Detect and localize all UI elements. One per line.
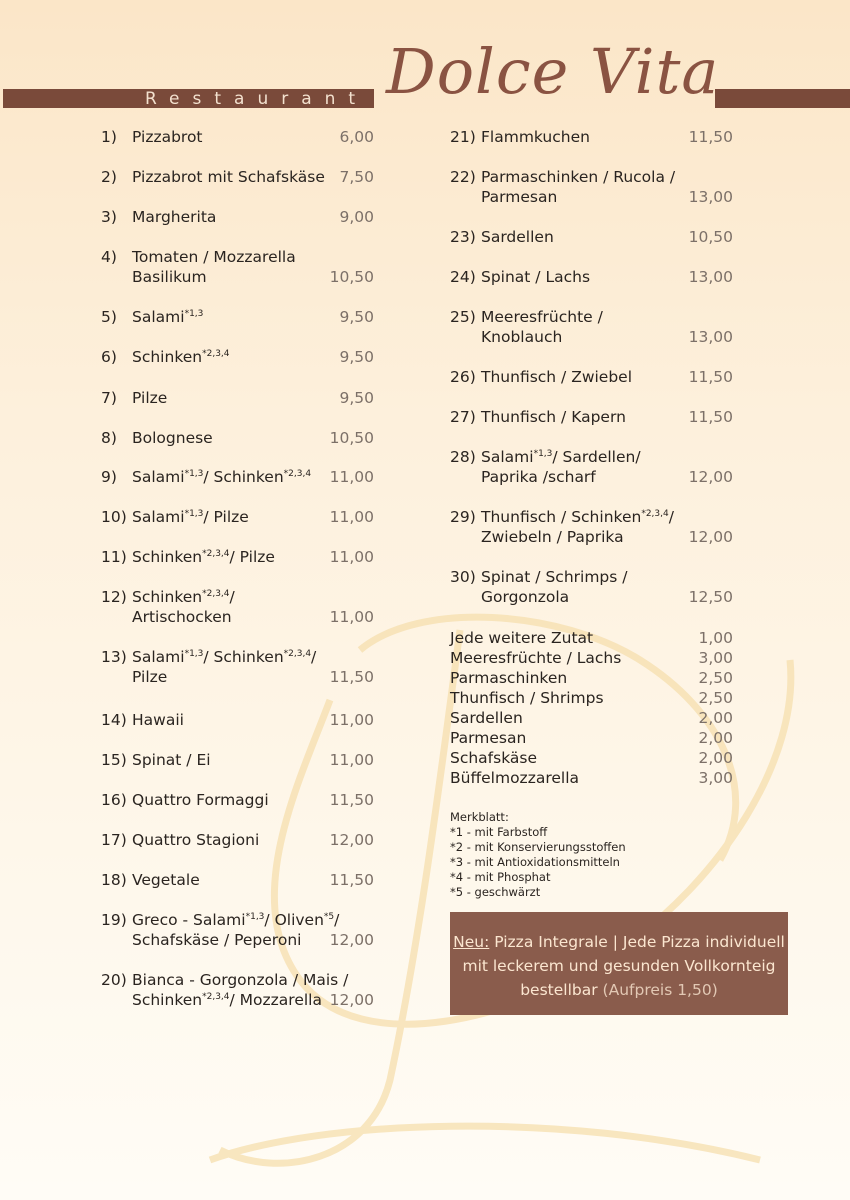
item-name-text: Artischocken — [132, 608, 232, 626]
header-bar-right — [715, 89, 850, 108]
allergen-code: *1,3 — [184, 509, 204, 519]
item-price: 10,50 — [329, 429, 374, 447]
menu-item — [450, 507, 733, 547]
item-name — [132, 547, 275, 567]
item-price: 9,50 — [339, 308, 374, 326]
item-name-text: Quattro Stagioni — [132, 831, 260, 849]
item-price: 13,00 — [688, 268, 733, 286]
item-price: 11,00 — [329, 751, 374, 769]
item-number: 4) — [101, 248, 117, 266]
item-name-text: Quattro Formaggi — [132, 791, 269, 809]
extra-name: Thunfisch / Shrimps — [450, 689, 604, 707]
item-price: 10,50 — [688, 228, 733, 246]
extra-price: 2,00 — [698, 729, 733, 747]
extra-name: Meeresfrüchte / Lachs — [450, 649, 622, 667]
item-name — [132, 347, 230, 367]
notes-item: *3 - mit Antioxidationsmitteln — [450, 855, 620, 869]
item-price: 9,50 — [339, 348, 374, 366]
dolce-vita-logo: Dolce Vita — [386, 35, 720, 108]
item-number: 7) — [101, 389, 117, 407]
promo-surcharge: (Aufpreis 1,50) — [602, 981, 718, 999]
item-price: 11,50 — [329, 871, 374, 889]
item-price: 6,00 — [339, 128, 374, 146]
item-number: 18) — [101, 871, 127, 889]
item-name — [481, 227, 554, 247]
item-name — [132, 910, 339, 930]
item-name — [132, 507, 249, 527]
extra-price: 2,50 — [698, 689, 733, 707]
menu-item — [101, 587, 374, 627]
item-name-text: Spinat / Ei — [132, 751, 211, 769]
item-name-text: Pizzabrot mit Schafskäse — [132, 168, 325, 186]
allergen-code: *2,3,4 — [202, 992, 230, 1002]
item-name-text: / Schinken — [203, 468, 284, 486]
allergen-code: *2,3,4 — [202, 549, 230, 559]
item-name-line2 — [132, 667, 167, 687]
item-name — [132, 750, 211, 770]
item-price: 11,50 — [688, 128, 733, 146]
item-name — [132, 870, 200, 890]
item-number: 9) — [101, 468, 117, 486]
menu-item — [101, 167, 374, 187]
extra-item — [450, 688, 733, 708]
item-name-text: Salami — [132, 508, 185, 526]
extra-price: 2,50 — [698, 669, 733, 687]
item-number: 16) — [101, 791, 127, 809]
menu-item — [101, 347, 374, 367]
allergen-code: *2,3,4 — [283, 469, 312, 479]
menu-item — [101, 247, 374, 287]
item-price: 13,00 — [688, 328, 733, 346]
item-name-text: Parmaschinken / Rucola / — [481, 168, 676, 186]
item-number: 5) — [101, 308, 117, 326]
item-name-text: / — [668, 508, 674, 526]
menu-item — [101, 750, 374, 770]
item-name-text: Pilze — [132, 668, 168, 686]
item-price: 11,50 — [688, 368, 733, 386]
item-name-text: Zwiebeln / Paprika — [481, 528, 624, 546]
item-name — [132, 167, 325, 187]
item-number: 26) — [450, 368, 476, 386]
item-number: 23) — [450, 228, 476, 246]
item-name — [481, 567, 628, 587]
menu-item — [101, 507, 374, 527]
item-number: 20) — [101, 971, 127, 989]
item-name — [481, 167, 675, 187]
item-name-text: Sardellen — [481, 228, 554, 246]
menu-item — [101, 647, 374, 687]
item-number: 3) — [101, 208, 117, 226]
item-name — [132, 790, 269, 810]
item-number: 10) — [101, 508, 127, 526]
item-name — [481, 507, 674, 527]
extra-item — [450, 748, 733, 768]
extra-price: 2,00 — [698, 709, 733, 727]
item-name-text: Meeresfrüchte / — [481, 308, 603, 326]
extra-name: Büffelmozzarella — [450, 769, 580, 787]
item-name — [132, 647, 316, 667]
item-price: 11,50 — [688, 408, 733, 426]
allergen-code: *5 — [323, 912, 335, 922]
item-price: 9,00 — [339, 208, 374, 226]
allergen-code: *2,3,4 — [202, 589, 230, 599]
allergen-code: *1,3 — [184, 309, 204, 319]
item-name — [132, 467, 311, 487]
item-name — [132, 587, 235, 607]
allergen-code: *2,3,4 — [202, 349, 230, 359]
allergen-code: *1,3 — [184, 649, 204, 659]
item-name-text: Schinken — [132, 588, 203, 606]
item-name-line2 — [481, 327, 562, 347]
promo-line3: bestellbar — [520, 981, 598, 999]
item-name — [132, 127, 203, 147]
item-price: 12,00 — [688, 528, 733, 546]
item-price: 11,00 — [329, 711, 374, 729]
item-name-text: Schinken — [132, 548, 203, 566]
promo-box — [450, 912, 788, 1015]
menu-item — [450, 447, 733, 487]
item-name-text: Flammkuchen — [481, 128, 590, 146]
extra-price: 3,00 — [698, 769, 733, 787]
item-name — [132, 388, 167, 408]
item-name-line2 — [481, 587, 569, 607]
item-number: 14) — [101, 711, 127, 729]
item-number: 13) — [101, 648, 127, 666]
item-name-line2 — [132, 267, 207, 287]
menu-item — [101, 790, 374, 810]
item-name-text: Schafskäse / Peperoni — [132, 931, 302, 949]
restaurant-label: Restaurant — [145, 89, 369, 109]
item-name — [481, 127, 590, 147]
notes-item: *2 - mit Konservierungsstoffen — [450, 840, 626, 854]
item-name-text: / Pilze — [203, 508, 249, 526]
extra-name: Parmaschinken — [450, 669, 568, 687]
item-name-text: Pizzabrot — [132, 128, 203, 146]
allergen-code: *1,3 — [245, 912, 265, 922]
menu-item — [450, 367, 733, 387]
item-name — [132, 307, 203, 327]
item-name-text: Tomaten / Mozzarella — [132, 248, 296, 266]
item-name-text: Paprika /scharf — [481, 468, 596, 486]
item-name-text: / Mozzarella — [229, 991, 322, 1009]
item-name — [481, 447, 641, 467]
menu-item — [101, 710, 374, 730]
item-name — [481, 307, 603, 327]
item-number: 22) — [450, 168, 476, 186]
item-number: 6) — [101, 348, 117, 366]
item-name-text: Vegetale — [132, 871, 200, 889]
item-price: 12,00 — [329, 931, 374, 949]
extra-item — [450, 768, 733, 788]
item-name-text: Salami — [132, 468, 185, 486]
item-number: 29) — [450, 508, 476, 526]
item-price: 13,00 — [688, 188, 733, 206]
item-name-text: Hawaii — [132, 711, 184, 729]
item-name — [481, 407, 626, 427]
extra-item — [450, 728, 733, 748]
item-name-text: / — [311, 648, 317, 666]
item-name-text: Margherita — [132, 208, 217, 226]
item-name-text: / Oliven — [264, 911, 324, 929]
extra-item — [450, 628, 733, 648]
menu-item — [101, 307, 374, 327]
item-number: 8) — [101, 429, 117, 447]
menu-item — [450, 407, 733, 427]
item-number: 1) — [101, 128, 117, 146]
extra-item — [450, 648, 733, 668]
item-name-text: / — [229, 588, 235, 606]
item-number: 25) — [450, 308, 476, 326]
item-price: 11,50 — [329, 668, 374, 686]
menu-item — [450, 127, 733, 147]
item-name-text: Salami — [481, 448, 534, 466]
item-price: 12,00 — [329, 831, 374, 849]
item-name-text: Thunfisch / Kapern — [481, 408, 626, 426]
item-price: 7,50 — [339, 168, 374, 186]
extra-item — [450, 708, 733, 728]
item-number: 28) — [450, 448, 476, 466]
item-name — [132, 970, 348, 990]
item-name — [481, 367, 632, 387]
item-price: 12,00 — [688, 468, 733, 486]
menu-item — [101, 428, 374, 448]
item-name-text: Knoblauch — [481, 328, 563, 346]
menu-item — [101, 127, 374, 147]
item-name-text: Salami — [132, 308, 185, 326]
menu-item — [101, 870, 374, 890]
item-name-text: Greco - Salami — [132, 911, 246, 929]
item-name — [132, 207, 216, 227]
menu-item — [450, 167, 733, 207]
item-name-text: Parmesan — [481, 188, 558, 206]
item-number: 30) — [450, 568, 476, 586]
item-name-text: Bolognese — [132, 429, 213, 447]
item-name-text: Schinken — [132, 991, 203, 1009]
item-name-text: Spinat / Lachs — [481, 268, 591, 286]
item-name-text: Thunfisch / Schinken — [481, 508, 642, 526]
item-price: 11,00 — [329, 608, 374, 626]
extra-name: Jede weitere Zutat — [450, 629, 594, 647]
item-name-text: Gorgonzola — [481, 588, 570, 606]
menu-item — [450, 567, 733, 607]
menu-item — [101, 207, 374, 227]
item-price: 9,50 — [339, 389, 374, 407]
notes-item: *1 - mit Farbstoff — [450, 825, 548, 839]
promo-line1: Pizza Integrale | Jede Pizza individuell — [494, 933, 785, 951]
item-price: 11,50 — [329, 791, 374, 809]
item-name — [132, 247, 296, 267]
item-name-text: / — [334, 911, 340, 929]
extra-item — [450, 668, 733, 688]
allergen-code: *2,3,4 — [641, 509, 669, 519]
extra-name: Parmesan — [450, 729, 527, 747]
item-number: 27) — [450, 408, 476, 426]
item-number: 12) — [101, 588, 127, 606]
item-name-text: Thunfisch / Zwiebel — [481, 368, 633, 386]
promo-new-label: Neu: — [453, 933, 490, 951]
item-number: 24) — [450, 268, 476, 286]
menu-item — [101, 910, 374, 950]
allergen-code: *1,3 — [184, 469, 204, 479]
item-name-line2 — [481, 527, 624, 547]
item-price: 11,00 — [329, 548, 374, 566]
notes-item: *4 - mit Phosphat — [450, 870, 551, 884]
item-name-text: Salami — [132, 648, 185, 666]
menu-item — [101, 467, 374, 487]
item-number: 21) — [450, 128, 476, 146]
item-name — [132, 428, 213, 448]
menu-item — [101, 830, 374, 850]
item-number: 15) — [101, 751, 127, 769]
item-number: 19) — [101, 911, 127, 929]
menu-item — [101, 970, 374, 1010]
allergen-code: *2,3,4 — [283, 649, 312, 659]
item-name-text: Bianca - Gorgonzola / Mais / — [132, 971, 349, 989]
item-name-text: / Sardellen/ — [552, 448, 641, 466]
item-number: 2) — [101, 168, 117, 186]
extra-name: Sardellen — [450, 709, 523, 727]
promo-line2: mit leckerem und gesunden Vollkornteig — [462, 957, 776, 975]
item-name — [132, 710, 184, 730]
allergen-code: *1,3 — [533, 449, 553, 459]
extra-name: Schafskäse — [450, 749, 538, 767]
menu-item — [101, 388, 374, 408]
item-name-text: Basilikum — [132, 268, 207, 286]
extra-price: 3,00 — [698, 649, 733, 667]
item-number: 11) — [101, 548, 127, 566]
extra-price: 2,00 — [698, 749, 733, 767]
item-name-text: Spinat / Schrimps / — [481, 568, 628, 586]
menu-item — [450, 307, 733, 347]
item-name — [481, 267, 590, 287]
item-name-line2 — [132, 607, 232, 627]
menu-item — [450, 267, 733, 287]
notes-title: Merkblatt: — [450, 810, 509, 824]
item-price: 11,00 — [329, 468, 374, 486]
item-price: 12,00 — [329, 991, 374, 1009]
notes-item: *5 - geschwärzt — [450, 885, 541, 899]
extra-price: 1,00 — [698, 629, 733, 647]
item-name-line2 — [481, 187, 557, 207]
item-name-text: Schinken — [132, 348, 203, 366]
item-price: 10,50 — [329, 268, 374, 286]
item-name-line2 — [481, 467, 596, 487]
item-number: 17) — [101, 831, 127, 849]
item-price: 11,00 — [329, 508, 374, 526]
item-price: 12,50 — [688, 588, 733, 606]
menu-item — [101, 547, 374, 567]
item-name-text: Pilze — [132, 389, 168, 407]
menu-item — [450, 227, 733, 247]
item-name-text: / Schinken — [203, 648, 284, 666]
item-name — [132, 830, 259, 850]
item-name-line2 — [132, 930, 301, 950]
item-name-text: / Pilze — [229, 548, 275, 566]
item-name-line2 — [132, 990, 322, 1010]
allergen-notes — [450, 810, 626, 900]
